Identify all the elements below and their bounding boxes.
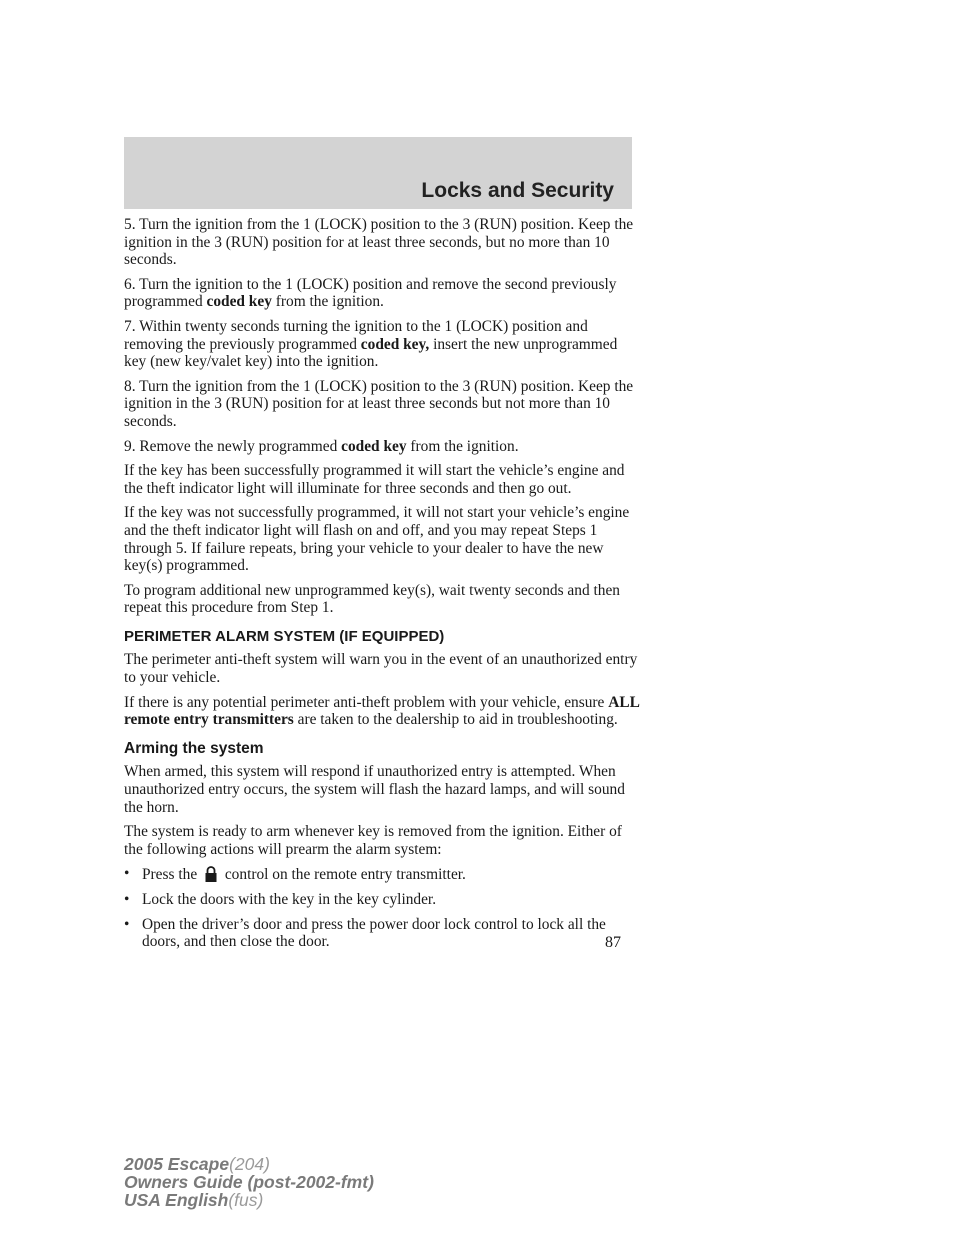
list-item: • Open the driver’s door and press the power door lock control to lock all the doors, and then close the door. (124, 915, 606, 951)
step-9: 9. Remove the newly programmed coded key from the ignition. (124, 437, 519, 455)
bullet-mark: • (124, 915, 130, 933)
arming-heading: Arming the system (124, 739, 264, 757)
perimeter-paragraph-1: The perimeter anti-theft system will warn you in the event of an unauthorized entry to your vehicle. (124, 651, 638, 687)
list-item: • Press the control on the remote entry transmitter. (124, 865, 466, 884)
document-footer (124, 1155, 374, 1209)
lock-icon (203, 865, 219, 883)
step-5: 5. Turn the ignition from the 1 (LOCK) position to the 3 (RUN) position. Keep the ignition in the 3 (RUN) position for at least three seconds, but no more than 10 seconds. (124, 216, 634, 269)
section-title: Locks and Security (421, 179, 614, 202)
perimeter-paragraph-2: If there is any potential perimeter anti-theft problem with your vehicle, ensure ALL remote entry transmitters are taken to the dealership to aid in troubleshooting. (124, 693, 640, 729)
bullet-mark: • (124, 891, 130, 908)
footer-line-3: USA English(fus) (124, 1190, 264, 1210)
page-number: 87 (605, 934, 621, 951)
step-8: 8. Turn the ignition from the 1 (LOCK) position to the 3 (RUN) position. Keep the ignition in the 3 (RUN) position for at least three seconds but not more than 10 seconds. (124, 377, 634, 430)
footer-line-1: 2005 Escape(204) (124, 1154, 270, 1174)
list-item: • Lock the doors with the key in the key cylinder. (124, 891, 437, 908)
coded-key-term: coded key (206, 293, 272, 311)
page-content (124, 216, 639, 958)
perimeter-alarm-heading: PERIMETER ALARM SYSTEM (IF EQUIPPED) (124, 627, 445, 645)
footer-line-2: Owners Guide (post-2002-fmt) (124, 1172, 374, 1192)
arming-paragraph-2: The system is ready to arm whenever key is removed from the ignition. Either of the following actions will prearm the alarm system: (124, 823, 622, 858)
bullet-mark: • (124, 865, 130, 883)
coded-key-term: coded key, (360, 335, 430, 353)
coded-key-term: coded key (341, 437, 407, 455)
section-header-band (124, 137, 632, 209)
step-7: 7. Within twenty seconds turning the ignition to the 1 (LOCK) position and removing the previously programmed coded key, insert the new unprogrammed key (new key/valet key) into the ignition. (124, 317, 618, 371)
remote-transmitters-term: ALL remote entry transmitters (124, 693, 640, 729)
additional-keys-paragraph: To program additional new unprogrammed key(s), wait twenty seconds and then repeat this procedure from Step 1. (124, 581, 620, 617)
step-6: 6. Turn the ignition to the 1 (LOCK) position and remove the second previously programmed coded key from the ignition. (124, 275, 617, 311)
failure-paragraph: If the key was not successfully programmed, it will not start your vehicle’s engine and the theft indicator light will flash on and off, and you may repeat Steps 1 through 5. If failure repeats, bring your vehicle to your dealer to have the new key(s) programmed. (124, 504, 630, 575)
arming-paragraph-1: When armed, this system will respond if unauthorized entry is attempted. When unauthorized entry occurs, the system will flash the hazard lamps, and will sound the horn. (124, 763, 625, 816)
success-paragraph: If the key has been successfully programmed it will start the vehicle’s engine and the theft indicator light will illuminate for three seconds and then go out. (124, 462, 625, 497)
